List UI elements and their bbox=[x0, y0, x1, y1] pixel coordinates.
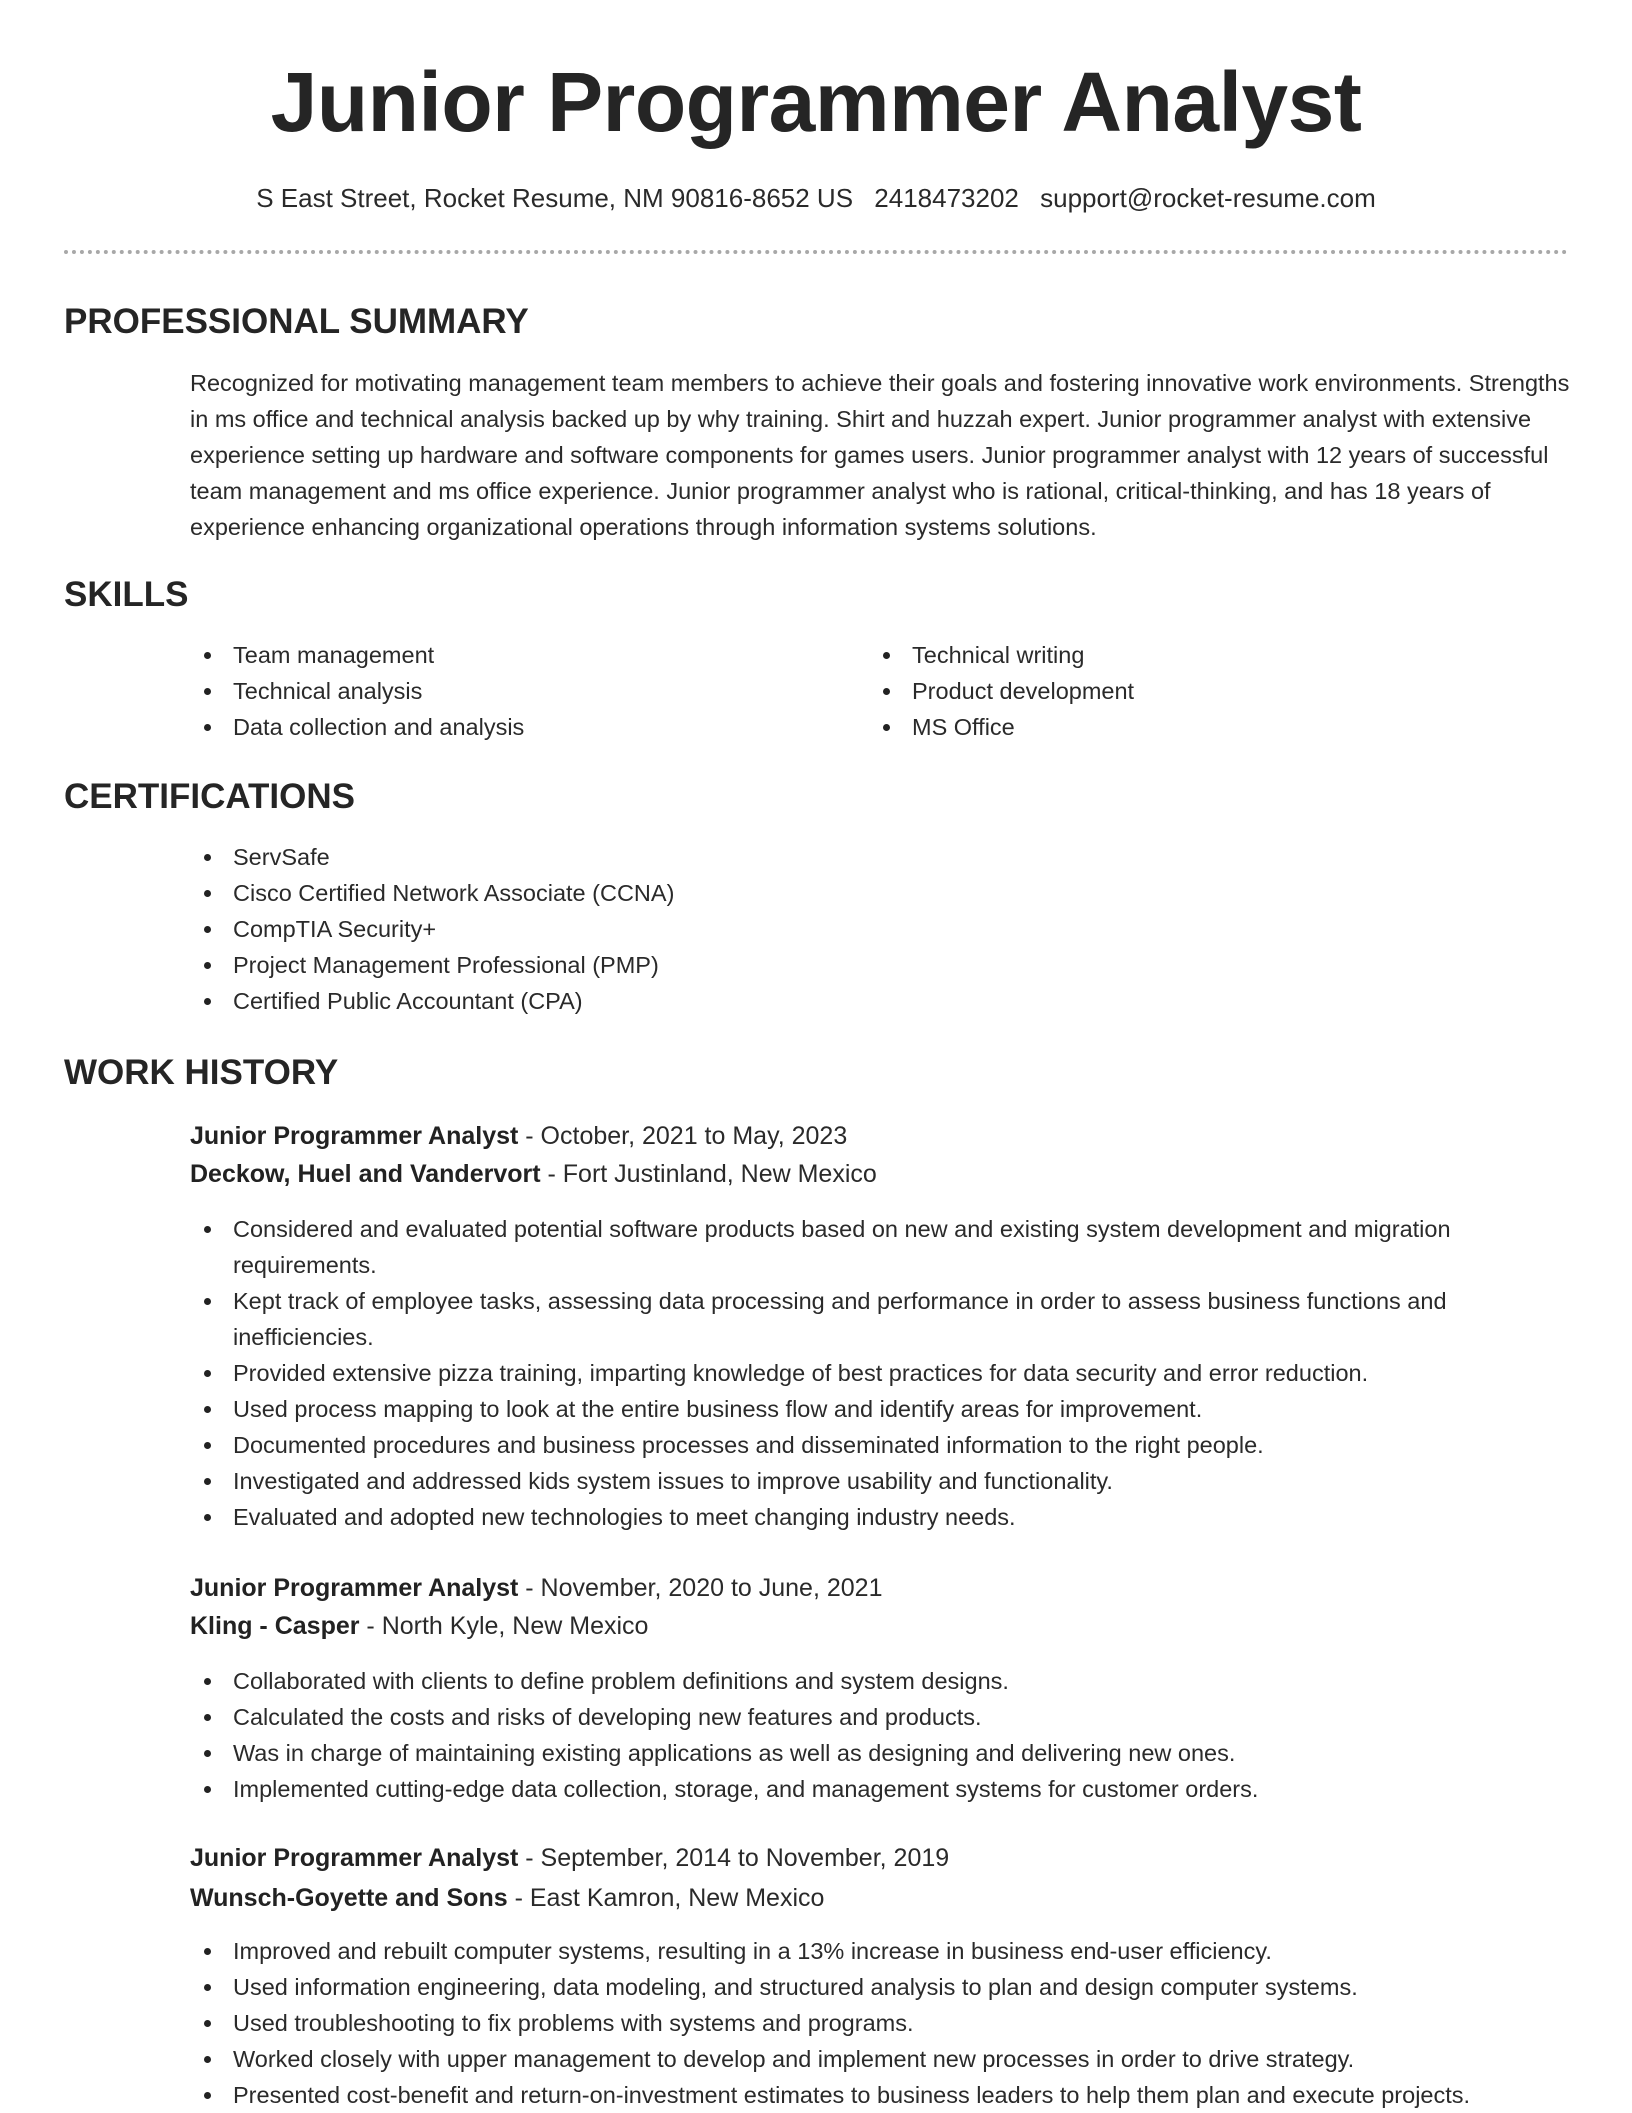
skills-list-right bbox=[869, 637, 1549, 745]
job-location: - Fort Justinland, New Mexico bbox=[540, 1160, 877, 1188]
job-bullet-list bbox=[190, 1933, 1590, 2113]
skill-item: MS Office bbox=[869, 709, 1549, 745]
job-bullet: Kept track of employee tasks, assessing data processing and performance in order to assess business functions and inefficiencies. bbox=[190, 1283, 1550, 1355]
job-bullet: Provided extensive pizza training, imparting knowledge of best practices for data security and error reduction. bbox=[190, 1355, 1550, 1391]
job-bullet: Worked closely with upper management to develop and implement new processes in order to drive strategy. bbox=[190, 2041, 1590, 2077]
summary-text: Recognized for motivating management team members to achieve their goals and fostering innovative work environments. Strengths in ms office and technical analysis backed up by why training. Shirt and huzzah expert. Junior programmer analyst with extensive experience setting up hardware and software components for games users. Junior programmer analyst with 12 years of successful team management and ms office experience. Junior programmer analyst who is rational, critical-thinking, and has 18 years of experience enhancing organizational operations through information systems solutions. bbox=[190, 370, 1570, 540]
job-bullet: Considered and evaluated potential software products based on new and existing system development and migration requirements. bbox=[190, 1211, 1550, 1283]
job-role: Junior Programmer Analyst bbox=[190, 1844, 519, 1872]
job-dates: - November, 2020 to June, 2021 bbox=[518, 1574, 883, 1602]
skills-section-title: SKILLS bbox=[64, 575, 189, 614]
job-dates: - September, 2014 to November, 2019 bbox=[518, 1844, 950, 1872]
job-company: Wunsch-Goyette and Sons bbox=[190, 1884, 508, 1912]
certification-item: ServSafe bbox=[190, 839, 1550, 875]
summary-section-title: PROFESSIONAL SUMMARY bbox=[64, 302, 529, 341]
job-bullet: Presented cost-benefit and return-on-investment estimates to business leaders to help them plan and execute projects. bbox=[190, 2077, 1590, 2113]
certification-item: Cisco Certified Network Associate (CCNA) bbox=[190, 875, 1550, 911]
job-bullet-list bbox=[190, 1211, 1550, 1535]
certifications-section-title: CERTIFICATIONS bbox=[64, 777, 356, 816]
job-location: - East Kamron, New Mexico bbox=[507, 1884, 825, 1912]
contact-line bbox=[0, 180, 1632, 216]
job-bullet-list bbox=[190, 1663, 1550, 1807]
job-company-line bbox=[190, 1607, 648, 1645]
job-role: Junior Programmer Analyst bbox=[190, 1574, 519, 1602]
job-title-line bbox=[190, 1569, 882, 1607]
job-bullet: Documented procedures and business processes and disseminated information to the right people. bbox=[190, 1427, 1550, 1463]
certification-item: Project Management Professional (PMP) bbox=[190, 947, 1550, 983]
job-bullet: Improved and rebuilt computer systems, resulting in a 13% increase in business end-user efficiency. bbox=[190, 1933, 1590, 1969]
skill-item: Product development bbox=[869, 673, 1549, 709]
job-title-line bbox=[190, 1839, 949, 1877]
job-company: Deckow, Huel and Vandervort bbox=[190, 1160, 541, 1188]
job-company-line bbox=[190, 1879, 824, 1917]
certification-item: Certified Public Accountant (CPA) bbox=[190, 983, 1550, 1019]
job-bullet: Used information engineering, data modeling, and structured analysis to plan and design computer systems. bbox=[190, 1969, 1590, 2005]
job-bullet: Collaborated with clients to define problem definitions and system designs. bbox=[190, 1663, 1550, 1699]
job-company-line bbox=[190, 1155, 877, 1193]
resume-name-heading: Junior Programmer Analyst bbox=[270, 55, 1362, 149]
job-location: - North Kyle, New Mexico bbox=[359, 1612, 649, 1640]
job-bullet: Was in charge of maintaining existing applications as well as designing and delivering new ones. bbox=[190, 1735, 1550, 1771]
skill-item: Technical writing bbox=[869, 637, 1549, 673]
job-title-line bbox=[190, 1117, 847, 1155]
skill-item: Team management bbox=[190, 637, 850, 673]
header-divider bbox=[64, 250, 1568, 254]
job-dates: - October, 2021 to May, 2023 bbox=[518, 1122, 848, 1150]
job-bullet: Evaluated and adopted new technologies to meet changing industry needs. bbox=[190, 1499, 1550, 1535]
work-history-section-title: WORK HISTORY bbox=[64, 1053, 339, 1092]
contact-address: S East Street, Rocket Resume, NM 90816-8652 US bbox=[256, 183, 854, 213]
contact-email: support@rocket-resume.com bbox=[1040, 183, 1376, 213]
job-bullet: Implemented cutting-edge data collection, storage, and management systems for customer orders. bbox=[190, 1771, 1550, 1807]
job-bullet: Investigated and addressed kids system issues to improve usability and functionality. bbox=[190, 1463, 1550, 1499]
job-bullet: Calculated the costs and risks of developing new features and products. bbox=[190, 1699, 1550, 1735]
skill-item: Data collection and analysis bbox=[190, 709, 850, 745]
job-bullet: Used troubleshooting to fix problems with systems and programs. bbox=[190, 2005, 1590, 2041]
job-role: Junior Programmer Analyst bbox=[190, 1122, 519, 1150]
job-company: Kling - Casper bbox=[190, 1612, 360, 1640]
certification-item: CompTIA Security+ bbox=[190, 911, 1550, 947]
skills-list-left bbox=[190, 637, 850, 745]
contact-phone: 2418473202 bbox=[874, 183, 1019, 213]
skill-item: Technical analysis bbox=[190, 673, 850, 709]
certifications-list bbox=[190, 839, 1550, 1019]
job-bullet: Used process mapping to look at the entire business flow and identify areas for improvement. bbox=[190, 1391, 1550, 1427]
